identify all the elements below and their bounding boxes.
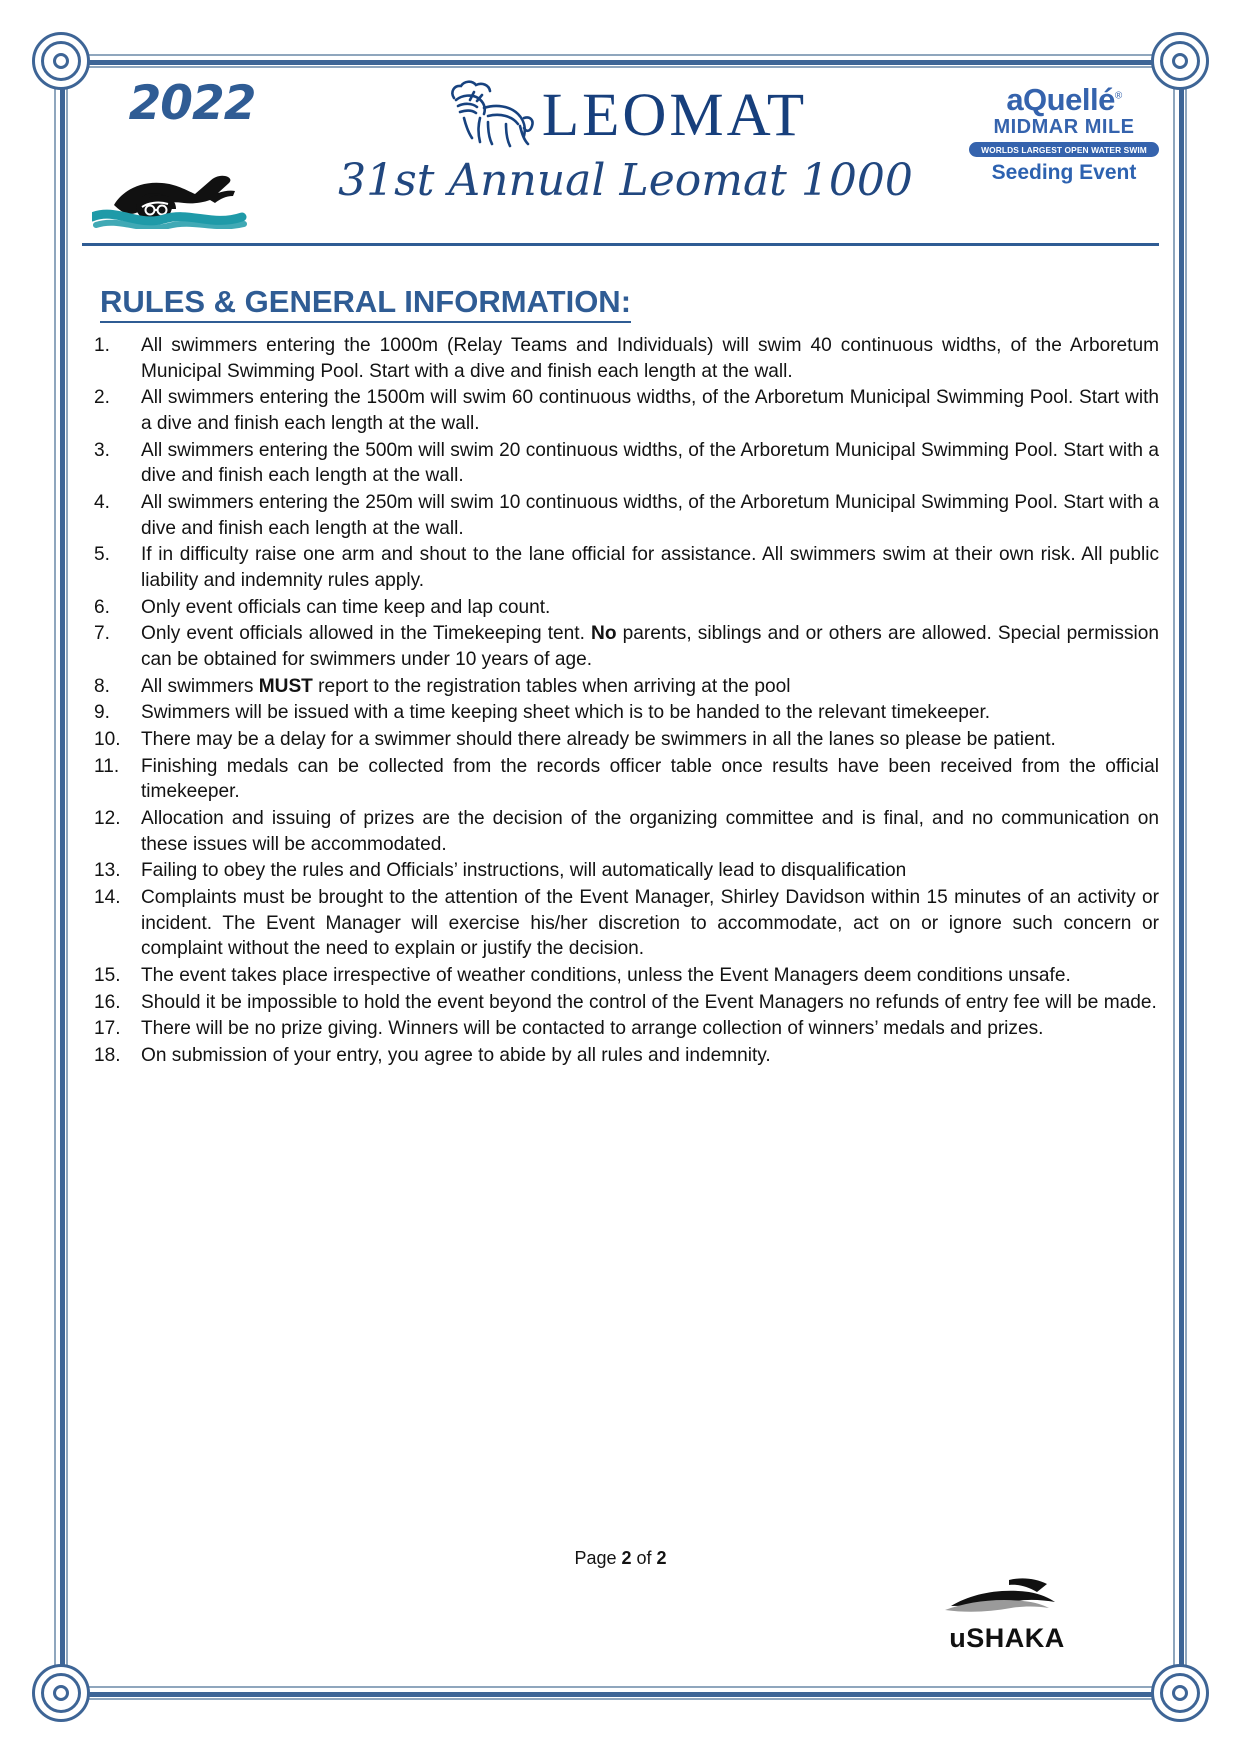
page-total-number: 2 (656, 1548, 667, 1568)
ushaka-wordmark (937, 1625, 1077, 1652)
border-rail-bottom (62, 1686, 1179, 1700)
rule-text-run: Finishing medals can be collected from the records officer table once results have been received from the official timekeeper. (141, 755, 1159, 803)
aquelle-wordmark: aQuellé® (1006, 82, 1122, 117)
rule-text-run: Only event officials allowed in the Timekeeping tent. (141, 623, 592, 645)
rule-item (94, 885, 1159, 962)
rule-text (141, 623, 1159, 670)
swimmer-illustration (92, 131, 282, 229)
sponsor-tagline-badge: WORLDS LARGEST OPEN WATER SWIM (969, 142, 1159, 157)
leomat-logo-row (287, 78, 964, 155)
rule-number: 17. (94, 1018, 121, 1040)
rule-number: 1. (94, 335, 110, 356)
corner-ornament-bottom-right (1151, 1664, 1209, 1722)
rule-text (141, 729, 1056, 750)
rule-text-run: Allocation and issuing of prizes are the decision of the organizing committee and is final, and no communication on these issues will be accommodated. (141, 808, 1159, 855)
border-rail-top (62, 54, 1179, 68)
rule-text (141, 492, 1159, 539)
rule-number: 10. (94, 729, 121, 751)
rule-emphasis: No (591, 623, 617, 645)
rule-text-run: The event takes place irrespective of weather conditions, unless the Event Managers deem conditions unsafe. (141, 965, 1071, 987)
document-header (82, 78, 1159, 246)
rule-text (141, 756, 1159, 803)
rule-item (94, 700, 1159, 726)
rule-text (141, 335, 1159, 382)
rules-list (94, 333, 1159, 1069)
rule-item (94, 1016, 1159, 1042)
border-rail-right (1173, 62, 1187, 1692)
ushaka-wave-icon (937, 1574, 1077, 1620)
corner-ornament-top-right (1151, 32, 1209, 90)
document-footer (82, 1530, 1159, 1660)
page-number (82, 1548, 1159, 1569)
rule-number: 3. (94, 439, 110, 461)
rule-number: 4. (94, 492, 110, 514)
rule-item (94, 490, 1159, 541)
rule-item (94, 385, 1159, 436)
rule-text-run: On submission of your entry, you agree to abide by all rules and indemnity. (141, 1045, 771, 1067)
rule-text (141, 544, 1159, 591)
sponsor-logo-block (969, 84, 1159, 184)
rule-number: 5. (94, 544, 110, 566)
rule-text (141, 992, 1157, 1013)
rule-text-run: All swimmers entering the 500m will swim 20 continuous widths, of the Arboretum Municipal Swimming Pool. Start with a dive and finish each length at the wall. (141, 439, 1159, 487)
rule-text (141, 440, 1159, 487)
rule-number: 15. (94, 965, 121, 987)
rule-item (94, 990, 1159, 1016)
rule-number: 16. (94, 991, 121, 1013)
rule-text-run: parents, siblings and or others are allowed. Special permission can be obtained for swimmers under 10 years of age. (141, 623, 1159, 671)
rule-number: 7. (94, 623, 110, 645)
rule-item (94, 438, 1159, 489)
rule-text-run: There will be no prize giving. Winners will be contacted to arrange collection of winners’ medals and prizes. (141, 1018, 1044, 1040)
rule-item (94, 1043, 1159, 1069)
rule-text-run: All swimmers entering the 250m will swim 10 continuous widths, of the Arboretum Municipal Swimming Pool. Start with a dive and finish each length at the wall. (141, 492, 1159, 539)
event-year: 2022 (128, 76, 256, 131)
rule-number: 14. (94, 887, 121, 909)
rule-text-run: All swimmers entering the 1000m (Relay Teams and Individuals) will swim 40 continuous widths, of the Arboretum Municipal Swimming Pool. Start with a dive and finish each length at the wall. (141, 335, 1159, 382)
rule-item (94, 754, 1159, 805)
leomat-wordmark: LEOMAT (541, 82, 808, 150)
page-title: RULES & GENERAL INFORMATION: (100, 284, 631, 323)
rule-text-run: All swimmers (141, 675, 259, 697)
rule-number: 2. (94, 387, 110, 409)
page-prefix-label: Page (574, 1548, 622, 1568)
rule-text-run: Should it be impossible to hold the event beyond the control of the Event Managers no refunds of entry fee will be made. (141, 991, 1157, 1013)
rule-number: 11. (94, 755, 120, 777)
rule-text-run: There may be a delay for a swimmer should there already be swimmers in all the lanes so please be patient. (141, 729, 1056, 751)
midmar-mile-label: MIDMAR MILE (993, 116, 1135, 138)
border-rail-left (54, 62, 68, 1692)
rule-number: 13. (94, 860, 121, 882)
rule-text (141, 887, 1159, 959)
rule-number: 9. (94, 702, 110, 724)
rule-text-run: Only event officials can time keep and lap count. (141, 596, 551, 618)
ushaka-text: uSHAKA (949, 1623, 1065, 1653)
rule-text (141, 1045, 771, 1066)
rule-number: 8. (94, 675, 110, 697)
year-and-swimmer-block (92, 76, 292, 229)
rules-section (82, 246, 1159, 1069)
rule-text-run: Complaints must be brought to the attention of the Event Manager, Shirley Davidson within 15 minutes of an activity or incident. The Event Manager will exercise his/her discretion to accommodate, act on or ignore such concern or complaint without the need to explain or justify the decision. (141, 887, 1159, 960)
rule-text-run: Swimmers will be issued with a time keeping sheet which is to be handed to the relevant timekeeper. (141, 702, 991, 724)
rule-emphasis: MUST (258, 675, 313, 697)
rule-item (94, 727, 1159, 753)
rule-item (94, 858, 1159, 884)
rule-text-run: All swimmers entering the 1500m will swim 60 continuous widths, of the Arboretum Municipal Swimming Pool. Start with a dive and finish each length at the wall. (141, 387, 1159, 435)
rule-text (141, 860, 906, 881)
rule-item (94, 621, 1159, 672)
rule-item (94, 333, 1159, 384)
rule-item (94, 595, 1159, 621)
rule-number: 18. (94, 1045, 121, 1067)
rule-text (141, 676, 790, 697)
rule-text (141, 965, 1071, 986)
rule-text-run: Failing to obey the rules and Officials’ instructions, will automatically lead to disqualification (141, 860, 907, 882)
rule-text-run: If in difficulty raise one arm and shout to the lane official for assistance. All swimmers swim at their own risk. All public liability and indemnity rules apply. (141, 544, 1159, 592)
rule-text (141, 1018, 1043, 1039)
rule-text (141, 702, 990, 723)
rule-number: 12. (94, 808, 121, 830)
rule-text-run: report to the registration tables when arriving at the pool (312, 675, 791, 697)
document-body (82, 78, 1159, 1676)
rule-text (141, 808, 1159, 855)
ushaka-logo (937, 1574, 1077, 1652)
rule-item (94, 674, 1159, 700)
rule-number: 6. (94, 596, 110, 618)
rule-item (94, 963, 1159, 989)
rule-text (141, 597, 550, 618)
rule-item (94, 806, 1159, 857)
rule-text (141, 387, 1159, 434)
page-current-number: 2 (621, 1548, 632, 1568)
rule-item (94, 542, 1159, 593)
brand-block (287, 78, 964, 205)
page-middle-label: of (631, 1548, 657, 1568)
registered-trademark-icon: ® (1114, 90, 1122, 102)
event-script-title: 31st Annual Leomat 1000 (338, 155, 913, 206)
leomat-lion-icon (444, 78, 536, 155)
seeding-event-label: Seeding Event (991, 161, 1137, 184)
